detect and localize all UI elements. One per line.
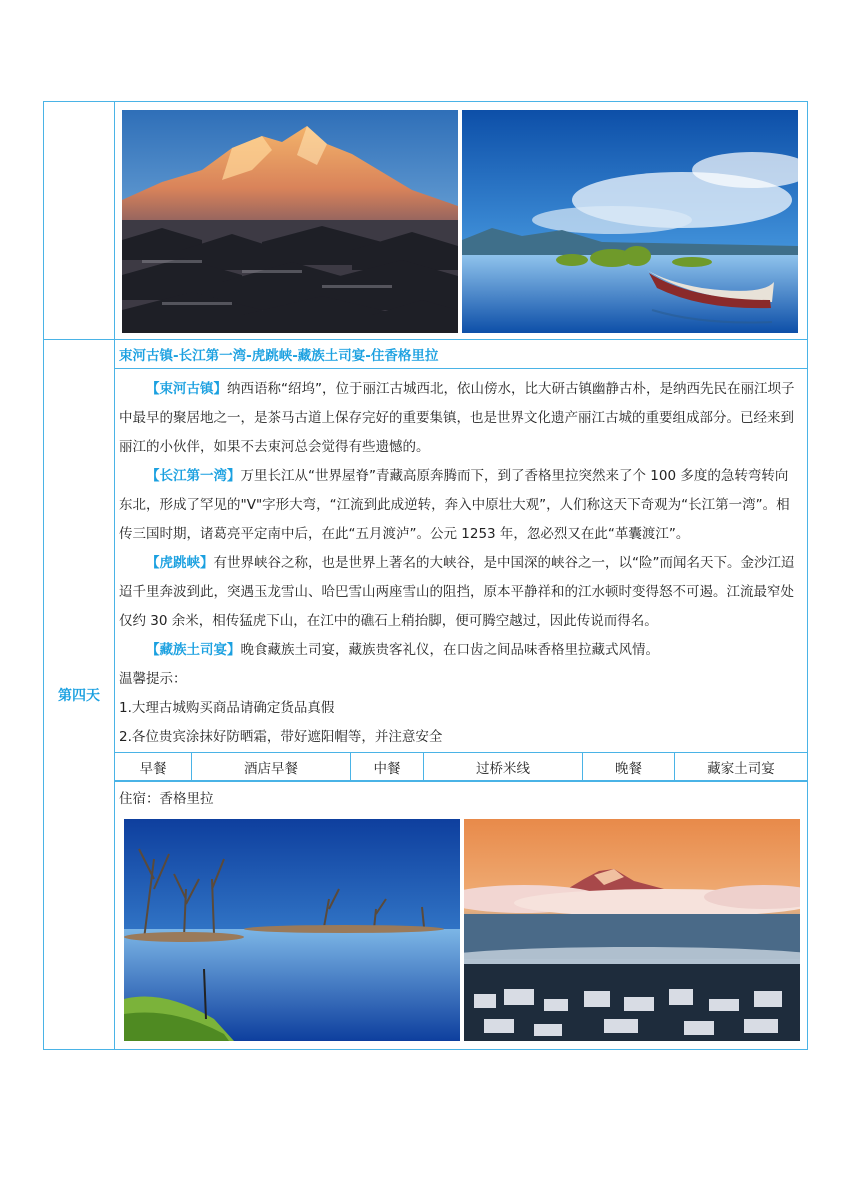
heading-shuhe: 【束河古镇】	[146, 381, 227, 397]
heading-first-bend: 【长江第一湾】	[146, 468, 241, 484]
photo-mountain-village-mist	[464, 819, 800, 1041]
day-title: 束河古镇-长江第一湾-虎跳峡-藏族土司宴-住香格里拉	[115, 340, 807, 369]
paragraph-shuhe	[119, 375, 799, 462]
paragraph-tiger-leaping	[119, 549, 799, 636]
empty-day-cell	[44, 102, 115, 340]
day-label: 第四天	[58, 687, 100, 704]
dinner-value: 藏家土司宴	[675, 753, 808, 781]
stay-info: 住宿：香格里拉	[115, 781, 807, 811]
heading-tiger-leaping: 【虎跳峡】	[146, 555, 214, 571]
breakfast-label: 早餐	[115, 753, 192, 781]
text-tiger-leaping: 有世界峡谷之称，也是世界上著名的大峡谷，是中国深的峡谷之一，以“险”而闻名天下。金沙江迢迢千里奔波到此，突遇玉龙雪山、哈巴雪山两座雪山的阻挡，原本平静祥和的江水顿时变得怒不可遏。江流最窄处仅约 30 余米，相传猛虎下山，在江中的礁石上稍抬脚，便可腾空越过，因此传说而得名。	[119, 555, 795, 629]
tip-item: 1.大理古城购买商品请确定货品真假	[119, 700, 335, 716]
text-first-bend: 万里长江从“世界屋脊”青藏高原奔腾而下，到了香格里拉突然来了个 100 多度的急转弯转向东北，形成了罕见的"V"字形大弯，“江流到此成逆转，奔入中原壮大观”，人们称这天下奇观为“长江第一湾”。相传三国时期，诸葛亮平定南中后，在此“五月渡泸”。公元 1253 年，忽必烈又在此“革囊渡江”。	[119, 468, 790, 542]
paragraph-tibetan-feast	[119, 636, 799, 665]
day-four-row	[44, 340, 808, 1050]
dinner-label: 晚餐	[583, 753, 675, 781]
photo-lake-boat	[462, 110, 798, 333]
meals-table	[115, 752, 807, 781]
text-tibetan-feast: 晚食藏族土司宴，藏族贵客礼仪，在口齿之间品味香格里拉藏式风情。	[240, 642, 659, 658]
top-photo-row	[44, 102, 808, 340]
text-shuhe: 纳西语称“绍坞”，位于丽江古城西北，依山傍水，比大研古镇幽静古朴，是纳西先民在丽江坝子中最早的聚居地之一，是茶马古道上保存完好的重要集镇，也是世界文化遗产丽江古城的重要组成部分。已经来到丽江的小伙伴，如果不去束河总会觉得有些遗憾的。	[119, 381, 795, 455]
itinerary-table	[43, 101, 808, 1050]
tip-item: 2.各位贵宾涂抹好防晒霜，带好遮阳帽等，并注意安全	[119, 729, 443, 745]
photo-snow-mountain-old-town	[122, 110, 458, 333]
lunch-label: 中餐	[351, 753, 424, 781]
lunch-value: 过桥米线	[424, 753, 583, 781]
day-content	[115, 369, 807, 752]
tips-title: 温馨提示：	[119, 671, 187, 687]
itinerary-page	[43, 101, 807, 1050]
day-cell	[44, 340, 115, 1050]
breakfast-value: 酒店早餐	[192, 753, 351, 781]
photo-lake-bare-trees	[124, 819, 460, 1041]
paragraph-first-bend	[119, 462, 799, 549]
heading-tibetan-feast: 【藏族土司宴】	[146, 642, 241, 658]
